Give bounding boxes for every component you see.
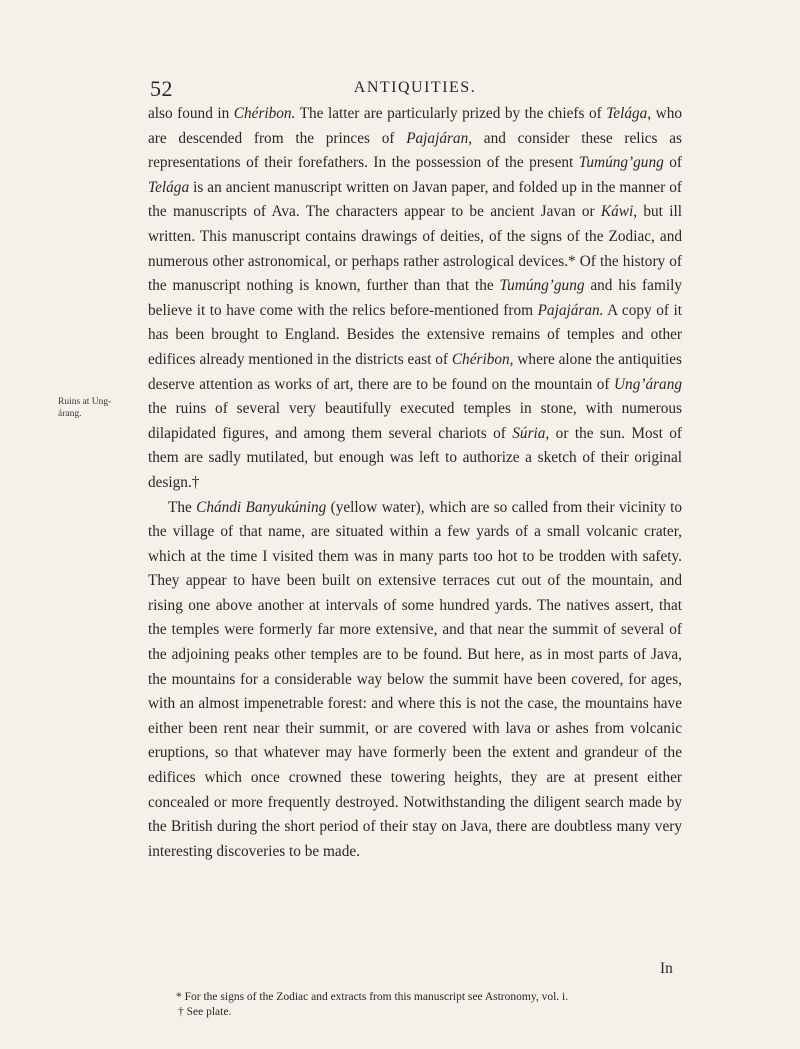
text-run: also found in <box>148 105 234 122</box>
italic-run: Chándi Banyukúning <box>196 498 327 516</box>
text-run: The latter are particularly prized by the chiefs of <box>295 105 607 122</box>
running-head <box>150 76 680 100</box>
paragraph <box>148 102 682 496</box>
text-run: but ill written. This manuscript contains drawings of deities, of the signs of the Zodiac, and numerous other astronomical, or perhaps rather astrological devices.* Of the history of the manuscript nothing is known, further than that the <box>148 203 682 295</box>
text-run: or the sun. Most of them are sadly mutilated, but enough was left to authorize a sketch of their original design.† <box>148 424 682 491</box>
text-run: who are descended from the princes of <box>148 105 682 147</box>
italic-run: Pajajáran. <box>537 301 604 319</box>
text-run: (yellow water), which are so called from their vicinity to the village of that name, are situated within a few yards of a small volcanic crater, which at the time I visited them was in many parts too hot to be trodden with safety. They appear to have been built on extensive terraces cut out of the mountain, and rising one above another at intervals of some hundred yards. The natives assert, that the temples were formerly far more extensive, and that near the summit of several of the adjoining peaks other temples are to be found. But here, as in most parts of Java, the mountains for a considerable way below the summit have been covered, for ages, with an almost impenetrable forest: and where this is not the case, the mountains have either been rent near their summit, or are covered with lava or ashes from volcanic eruptions, so that whatever may have formerly been the extent and grandeur of the edifices which once crowned these towering heights, they are at present either concealed or more frequently destroyed. Notwithstanding the diligent search made by the British during the short period of their stay on Java, there are doubtless many very interesting discoveries to be made. <box>148 498 682 860</box>
italic-run: Tumúng’gung <box>578 154 664 172</box>
body-text <box>148 102 682 864</box>
text-run: the ruins of several very beautifully executed temples in stone, with numerous dilapidated figures, and among them several chariots of <box>148 400 682 442</box>
margin-note-text: Ruins at Ung- árang. <box>58 397 112 419</box>
italic-run: Ung’árang <box>614 375 682 393</box>
page-number: 52 <box>150 76 173 101</box>
italic-run: Telága, <box>606 105 652 122</box>
footnote: * For the signs of the Zodiac and extracts from this manuscript see Astronomy, vol. i. <box>176 991 569 1003</box>
footnote: † See plate. <box>178 1006 232 1018</box>
text-run: and his family believe it to have come with the relics before-mentioned from <box>148 277 682 319</box>
text-run: of <box>663 154 682 172</box>
italic-run: Telága <box>148 178 190 196</box>
running-title: ANTIQUITIES. <box>353 79 477 96</box>
text-run: is an ancient manuscript written on Javan paper, and folded up in the manner of the manuscripts of Ava. The characters appear to be ancient Javan or <box>148 178 682 221</box>
text-run: and consider these relics as representations of their forefathers. In the possession of the present <box>148 129 682 172</box>
italic-run: Káwi, <box>600 203 638 221</box>
italic-run: Súria, <box>512 424 550 442</box>
text-run: A copy of it has been brought to England. Besides the extensive remains of temples and other edifices already mentioned in the districts east of <box>148 301 683 368</box>
footnotes <box>176 990 696 1020</box>
italic-run: Pajajáran, <box>406 129 473 147</box>
italic-run: Chéribon, <box>451 350 514 368</box>
margin-note <box>58 396 128 420</box>
italic-run: Chéribon. <box>233 105 296 122</box>
catchword: In <box>660 960 673 977</box>
text-run: The <box>168 498 197 516</box>
text-run: where alone the antiquities deserve attention as works of art, there are to be found on the mountain of <box>148 350 682 393</box>
paragraph <box>148 496 682 865</box>
italic-run: Tumúng’gung <box>499 277 585 295</box>
